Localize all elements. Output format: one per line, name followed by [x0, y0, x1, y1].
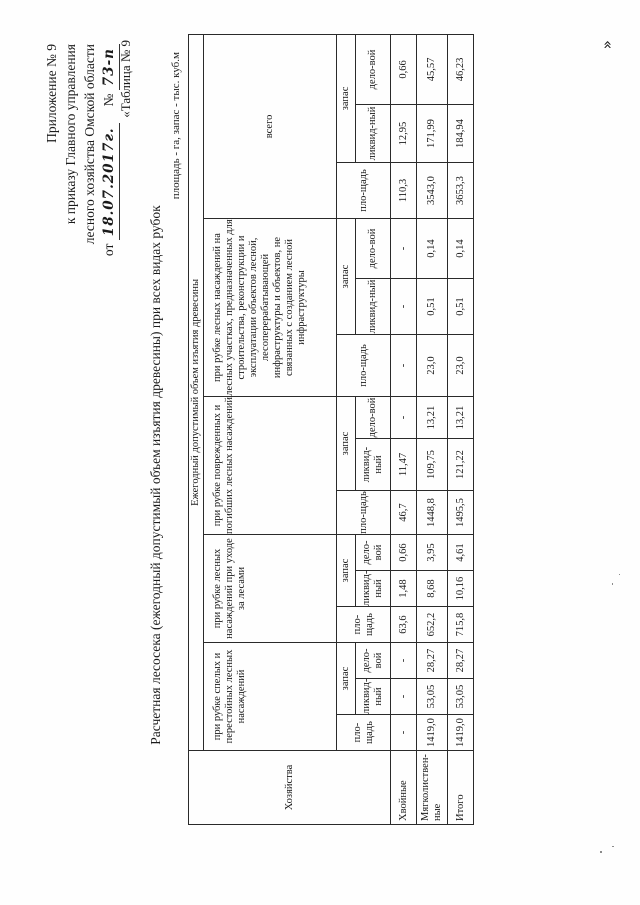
- cell: -: [391, 397, 417, 439]
- cell: 10,16: [448, 571, 474, 607]
- sub-area: пло-щадь: [337, 163, 391, 219]
- cell: 46,7: [391, 491, 417, 535]
- cell: 0,66: [391, 34, 417, 104]
- cell: 53,05: [417, 679, 448, 715]
- sub-commercial: дело-вой: [356, 535, 391, 571]
- scan-speck: [612, 846, 614, 847]
- sub-area: пло-щадь: [337, 715, 391, 751]
- cell: 0,14: [417, 219, 448, 279]
- cell: -: [391, 335, 417, 397]
- cell: -: [391, 715, 417, 751]
- number-handwritten: 73-п: [100, 44, 120, 90]
- group-care-felling: при рубке лесных насаждений при уходе за лесами: [204, 535, 337, 643]
- cell: 652,2: [417, 607, 448, 643]
- scan-speck: [619, 574, 620, 575]
- col-header-farm: Хозяйства: [189, 751, 391, 825]
- cell: 12,95: [391, 105, 417, 163]
- cell: -: [391, 643, 417, 679]
- cell: 1448,8: [417, 491, 448, 535]
- sub-area: пло-щадь: [337, 607, 391, 643]
- sub-commercial: дело-вой: [356, 34, 391, 104]
- cell: 0,66: [391, 535, 417, 571]
- sub-zapas: запас: [337, 34, 356, 162]
- cell: 1495,5: [448, 491, 474, 535]
- cell: 63,6: [391, 607, 417, 643]
- cell: 0,51: [417, 279, 448, 335]
- group-total: всего: [204, 34, 337, 218]
- cell: 109,75: [417, 439, 448, 491]
- cell: 1,48: [391, 571, 417, 607]
- cell: 0,14: [448, 219, 474, 279]
- date-prefix: от: [101, 243, 116, 257]
- cell: 3,95: [417, 535, 448, 571]
- cell: 53,05: [448, 679, 474, 715]
- unit-note: площадь - га, запас - тыс. куб.м: [170, 52, 182, 200]
- cell: 28,27: [448, 643, 474, 679]
- sub-commercial: дело-вой: [356, 219, 391, 279]
- col-header-annual-volume: Ежегодный допустимый объем изъятия древесины: [189, 34, 204, 750]
- sub-commercial: дело-вой: [356, 397, 391, 439]
- cell: 13,21: [448, 397, 474, 439]
- sub-commercial: дело-вой: [356, 643, 391, 679]
- cell: 4,61: [448, 535, 474, 571]
- appendix-authority-line: лесного хозяйства Омской области: [82, 44, 97, 245]
- sub-zapas: запас: [337, 643, 356, 715]
- sub-liquid: ликвид-ный: [356, 439, 391, 491]
- sub-liquid: ликвид-ный: [356, 679, 391, 715]
- cell: 11,47: [391, 439, 417, 491]
- cell: 45,57: [417, 34, 448, 104]
- scan-speck: [612, 583, 613, 585]
- number-prefix: №: [101, 93, 116, 107]
- table-label: «Таблица № 9: [118, 40, 133, 118]
- cell: 0,51: [448, 279, 474, 335]
- cell: 121,22: [448, 439, 474, 491]
- group-mature-felling: при рубке спелых и перестойных лесных насаждений: [204, 643, 337, 751]
- appendix-order-line: к приказу Главного управления: [63, 44, 78, 225]
- cell: 1419,0: [417, 715, 448, 751]
- cell: 171,99: [417, 105, 448, 163]
- cell: 28,27: [417, 643, 448, 679]
- table-row-coniferous: [391, 34, 417, 824]
- continuation-mark: »: [598, 40, 616, 50]
- scan-speck: [600, 851, 602, 853]
- sub-liquid: ликвид-ный: [356, 279, 391, 335]
- cell: 3653,3: [448, 163, 474, 219]
- table-row-softwood: [417, 34, 448, 824]
- sub-zapas: запас: [337, 219, 356, 335]
- cell: 184,94: [448, 105, 474, 163]
- cell: 46,23: [448, 34, 474, 104]
- row-name: Мягколиствен-ные: [417, 751, 448, 825]
- date-handwritten: 18.07.2017г.: [100, 123, 120, 240]
- cell: -: [391, 679, 417, 715]
- group-damaged-felling: при рубке поврежденных и погибших лесных насаждений: [204, 397, 337, 535]
- cell: 23,0: [448, 335, 474, 397]
- group-infrastructure-felling: при рубке лесных насаждений на лесных участках, предназначенных для строительства, реконструкции и эксплуатации объектов лесной, лесоперерабатывающей инфраструктуры и объектов, не связанных с созданием лесной инфраструктуры: [204, 219, 337, 397]
- appendix-title: Приложение № 9: [44, 44, 59, 143]
- felling-table: [188, 35, 474, 825]
- table-row-total: [448, 34, 474, 824]
- sub-zapas: запас: [337, 535, 356, 607]
- cell: 8,68: [417, 571, 448, 607]
- sub-zapas: запас: [337, 397, 356, 491]
- cell: 715,8: [448, 607, 474, 643]
- cell: -: [391, 219, 417, 279]
- cell: 23,0: [417, 335, 448, 397]
- cell: 1419,0: [448, 715, 474, 751]
- cell: 110,3: [391, 163, 417, 219]
- document-title: Расчетная лесосека (ежегодный допустимый объем изъятия древесины) при всех видах рубок: [148, 205, 163, 745]
- cell: 3543,0: [417, 163, 448, 219]
- appendix-date-line: [99, 44, 120, 256]
- cell: -: [391, 279, 417, 335]
- sub-liquid: ликвид-ный: [356, 105, 391, 163]
- row-name: Итого: [448, 751, 474, 825]
- sub-area: пло-щадь: [337, 335, 391, 397]
- cell: 13,21: [417, 397, 448, 439]
- appendix-header: [42, 44, 120, 256]
- row-name: Хвойные: [391, 751, 417, 825]
- sub-liquid: ликвид-ный: [356, 571, 391, 607]
- sub-area: пло-щадь: [337, 491, 391, 535]
